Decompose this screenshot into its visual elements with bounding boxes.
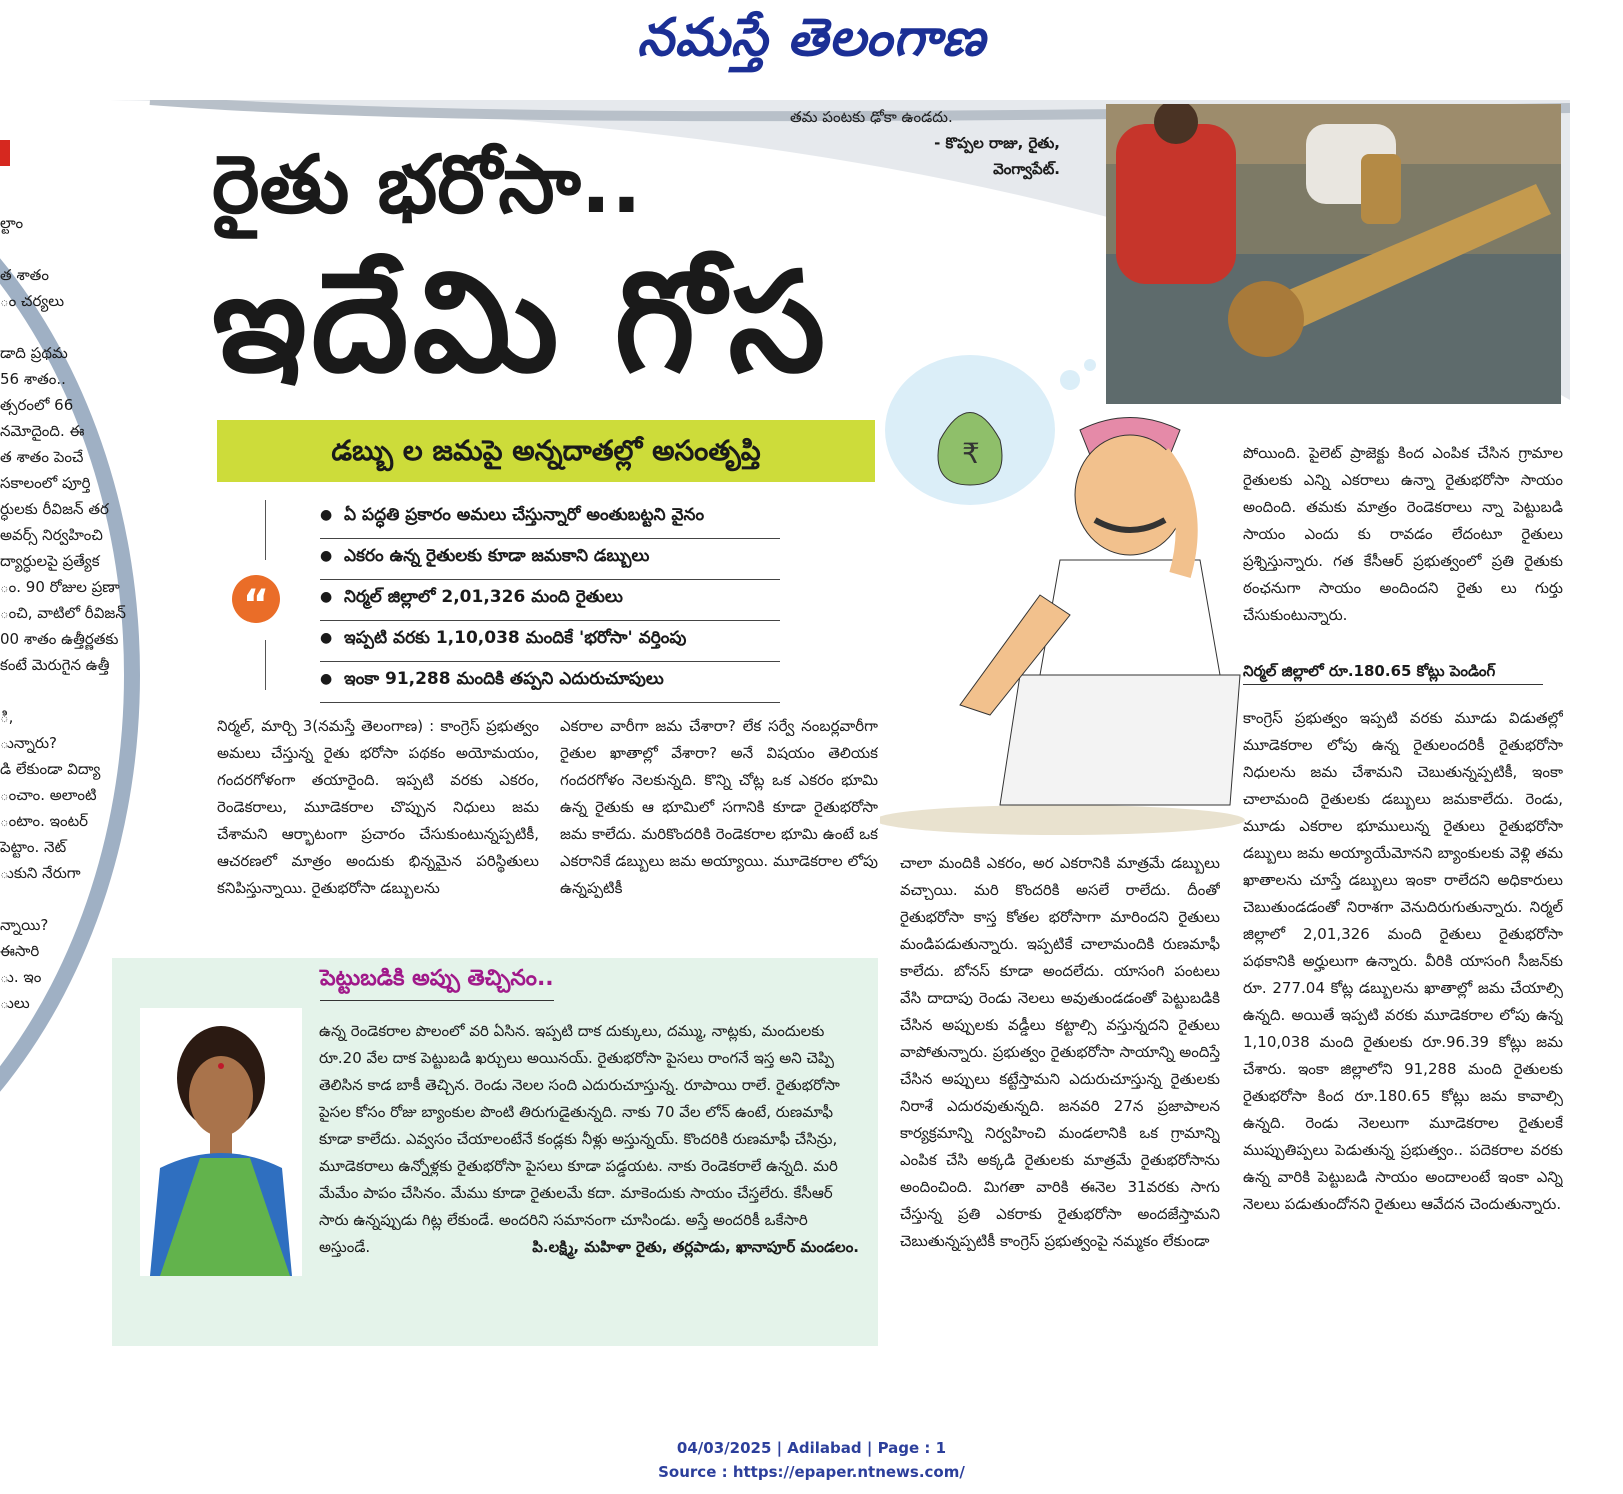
sidebar-line: డి లేకుండా విద్యా <box>0 760 101 778</box>
sidebar-line: త శాతం పెంచే <box>0 448 84 466</box>
sidebar-line: ం చర్యలు <box>0 292 65 310</box>
sidebar-line: కంటే మెరుగైన ఉత్తీ <box>0 656 110 674</box>
article-column-4-bottom: కాంగ్రెస్ ప్రభుత్వం ఇప్పటి వరకు మూడు విడుతల్లో మూడెకరాల లోపు ఉన్న రైతులందరికీ రైతుభరోసా నిధులను జమ చేశామని చెబుతున్నప్పటికీ, ఇంకా చాలామంది రైతులకు డబ్బులు జమకాలేదు. రెండు, మూడు ఎకరాల భూములున్న రైతులు రైతుభరోసా డబ్బులు జమ అయ్యాయేమోనని బ్యాంకులకు వెళ్లి తమ ఖాతాలను చూస్తే డబ్బులు ఇంకా రాలేదని అధికారులు చెబుతుండడంతో నిరాశగా వెనుదిరుగుతున్నారు. నిర్మల్ జిల్లాలో 2,01,326 మంది రైతులు రైతుభరోసా పథకానికి అర్హులుగా ఉన్నారు. వీరికి యాసంగి సీజన్‌కు రూ. 277.04 కోట్ల డబ్బులను ఖాతాల్లో జమ చేయాల్సి ఉన్నది. అయితే ఇప్పటి వరకు మూడెకరాల లోపు ఉన్న 1,10,038 మంది రైతులకు రూ.96.39 కోట్లు జమ చేశారు. ఇంకా జిల్లాలోని 91,288 మంది రైతులకు రైతుభరోసా కింద రూ.180.65 కోట్లు జమ కావాల్సి ఉన్నది. రెండు నెలలుగా మూడెకరాల రైతులకే ముప్పుతిప్పలు పెడుతున్న ప్రభుత్వం.. పదెకరాల వరకు ఉన్న వారికి పెట్టుబడి సాయం అందాలంటే ఇంకా ఎన్ని నెలలు పడుతుందోనని రైతులు ఆవేదన చెందుతున్నారు. <box>1243 709 1563 1213</box>
sidebar-line <box>0 678 150 704</box>
sidebar-line: న్నాయి? <box>0 916 49 934</box>
farmer-quote-signature: - కొప్పల రాజు, రైతు, <box>934 134 1060 152</box>
portrait-woman-farmer <box>140 1008 302 1276</box>
headline-line-1: రైతు భరోసా.. <box>212 138 642 231</box>
key-point: ● ఇప్పటి వరకు 1,10,038 మందికే 'భరోసా' వర్తింపు <box>320 621 780 662</box>
divider-line <box>265 640 266 690</box>
sidebar-line: పెట్టాం. నెట్ <box>0 838 67 856</box>
sidebar-line: 00 శాతం ఉత్తీర్ణతకు <box>0 630 119 648</box>
illustration-worried-farmer <box>880 345 1250 835</box>
sidebar-line: ల్టాం <box>0 214 24 232</box>
box-text-container <box>319 1018 859 1261</box>
sidebar-line: డాది ప్రథమ <box>0 344 68 362</box>
sidebar-line: సకాలంలో పూర్తి <box>0 474 91 492</box>
box-quote-text: ఉన్న రెండెకరాల పొలంలో వరి ఏసిన. ఇప్పటి దాక దుక్కులు, దమ్ము, నాట్లకు, మందులకు రూ.20 వేల దాక పెట్టుబడి ఖర్చులు అయినయ్. రైతుభరోసా పైసలు రాంగనే ఇస్త అని చెప్పి తెలిసిన కాడ బాకీ తెచ్చిన. రెండు నెలల సంది ఎదురుచూస్తున్న. రూపాయి రాలే. రైతుభరోసా పైసల కోసం రోజు బ్యాంకుల పొంటి తిరుగుడైతున్నది. నాకు 70 వేల లోన్ ఉంటే, రుణమాఫీ కూడా కాలేదు. ఎవ్వసం చేయాలంటేనే కండ్లకు నీళ్లు అస్తున్నయ్. కొందరికి రుణమాఫీ చేసిన్రు, మూడెకరాలు ఉన్నోళ్లకు రైతుభరోసా పైసలు కూడా పడ్డయట. నాకు రెండెకరాలే ఉన్నది. మరి మేమేం పాపం చేసినం. మేము కూడా రైతులమే కదా. మాకెందుకు సాయం చేస్తలేరు. కేసీఆర్ సారు ఉన్నప్పుడు గిట్ల లేకుండే. అందరిని సమానంగా చూసిండు. అస్తే అందరికీ ఒకేసారి అస్తుండే. <box>319 1022 840 1256</box>
svg-text:₹: ₹ <box>962 437 980 470</box>
sidebar-line: ి, <box>0 708 14 726</box>
key-point: ● ఇంకా 91,288 మందికి తప్పని ఎదురుచూపులు <box>320 662 780 703</box>
farmer-quote-place: వెంగ్వాపేట్. <box>993 160 1060 178</box>
article-column-4-top: పోయింది. పైలెట్ ప్రాజెక్టు కింద ఎంపిక చేసిన గ్రామాల రైతులకు ఎన్ని ఎకరాలు ఉన్నా రైతుభరోసా సాయం అందింది. తమకు మాత్రం రెండెకరాలు న్నా పెట్టుబడి సాయం ఎందు కు రావడం లేదంటూ రైతులు ప్రశ్నిస్తున్నారు. గత కేసీఆర్ ప్రభుత్వంలో ప్రతి రైతుకు ఠంఛనుగా సాయం అందిందని రైతు లు గుర్తు చేసుకుంటున్నారు. <box>1243 444 1563 624</box>
box-quote-signature: పి.లక్ష్మి, మహిళా రైతు, తర్లపాడు, ఖానాపూర్ మండలం. <box>532 1238 859 1256</box>
article-column-2: ఎకరాల వారీగా జమ చేశారా? లేక సర్వే నంబర్లవారీగా రైతుల ఖాతాల్లో వేశారా? అనే విషయం తెలియక గందరగోళం నెలకున్నది. కొన్ని చోట్ల ఒక ఎకరం భూమి ఉన్న రైతుకు ఆ భూమిలో సగానికి కూడా రైతుభరోసా జమ కాలేదు. మరికొందరికి రెండెకరాల భూమి ఉంటే ఒక ఎకరానికే డబ్బులు జమ అయ్యాయి. మూడెకరాల లోపు ఉన్నప్పటికీ <box>560 717 878 897</box>
red-tab <box>0 140 10 166</box>
sidebar-line: ుకుని నేరుగా <box>0 864 81 882</box>
headline-line-2: ఇదేమి గోస <box>212 242 830 403</box>
sidebar-line: అవర్స్ నిర్వహించి <box>0 526 103 544</box>
sidebar-line: ద్యార్ధులపై ప్రత్యేక <box>0 552 100 570</box>
woman-farmer-box <box>112 958 878 1346</box>
sidebar-line <box>0 236 150 262</box>
sidebar-line: 56 శాతం.. <box>0 370 66 388</box>
divider-line <box>265 500 266 560</box>
key-point: ● నిర్మల్ జిల్లాలో 2,01,326 మంది రైతులు <box>320 580 780 621</box>
key-points-list <box>320 498 780 703</box>
sidebar-line: త శాతం <box>0 266 49 284</box>
footer-source: Source : https://epaper.ntnews.com/ <box>658 1463 965 1481</box>
sidebar-line: ులు <box>0 994 30 1012</box>
key-point: ● ఎకరం ఉన్న రైతులకు కూడా జమకాని డబ్బులు <box>320 539 780 580</box>
farmer-quote <box>790 104 1060 182</box>
footer-date-edition: 04/03/2025 | Adilabad | Page : 1 <box>676 1439 947 1457</box>
sidebar-line: ు. ఇం <box>0 968 42 986</box>
article-column-3: చాలా మందికి ఎకరం, అర ఎకరానికి మాత్రమే డబ్బులు వచ్చాయి. మరి కొందరికి అసలే రాలేదు. దీంతో రైతుభరోసా కాస్త కోతల భరోసాగా మారిందని రైతులు మండిపడుతున్నారు. ఇప్పటికే చాలామందికి రుణమాఫీ కాలేదు. బోనస్ కూడా అందలేదు. యాసంగి పంటలు వేసి దాదాపు రెండు నెలలు అవుతుండడంతో పెట్టుబడికి చేసిన అప్పులకు వడ్డీలు కట్టాల్సి వస్తున్నదని రైతులు వాపోతున్నారు. ప్రభుత్వం రైతుభరోసా సాయాన్ని అందిస్తే చేసిన అప్పులు కట్టేస్తామని ఎదురుచూస్తున్న రైతులకు నిరాశే ఎదురవుతున్నది. జనవరి 27న ప్రజాపాలన కార్యక్రమాన్ని నిర్వహించి మండలానికి ఒక గ్రామాన్ని ఎంపిక చేసి అక్కడి రైతులకు మాత్రమే రైతుభరోసాను అందించింది. మిగతా వారికి ఈనెల 31వరకు సాగు చేస్తున్న ప్రతి ఎకరాకు రైతుభరోసా అందజేస్తామని చెబుతున్నప్పటికీ కాంగ్రెస్ ప్రభుత్వంపై నమ్మకం లేకుండా <box>900 854 1220 1250</box>
quote-icon: “ <box>232 575 280 623</box>
article-column-1: నిర్మల్, మార్చి 3(నమస్తే తెలంగాణ) : కాంగ్రెస్ ప్రభుత్వం అమలు చేస్తున్న రైతు భరోసా పథకం అయోమయం, గందరగోళంగా తయారైంది. ఇప్పటి వరకు ఎకరం, రెండెకరాలు, మూడెకరాల చొప్పున నిధులు జమ చేశామని ఆర్భాటంగా ప్రచారం చేసుకుంటున్నప్పటికీ, ఆచరణలో మాత్రం అందుకు భిన్నమైన పరిస్థితులు కనిపిస్తున్నాయి. రైతుభరోసా డబ్బులను <box>217 717 539 897</box>
sidebar-line: త్సరంలో 66 <box>0 396 74 414</box>
key-point: ● ఏ పద్ధతి ప్రకారం అమలు చేస్తున్నారో అంతుబట్టని వైనం <box>320 498 780 539</box>
section-subhead: నిర్మల్ జిల్లాలో రూ.180.65 కోట్లు పెండింగ్ <box>1243 662 1543 685</box>
sidebar-line: నమోదైంది. ఈ <box>0 422 85 440</box>
sidebar-line: ంచి, వాటిలో రీవిజన్ <box>0 604 126 622</box>
sidebar-line: ంచాం. అలాంటి <box>0 786 97 804</box>
headline-deck: డబ్బు ల జమపై అన్నదాతల్లో అసంతృప్తి <box>217 420 875 482</box>
sidebar-line <box>0 314 150 340</box>
farmer-quote-text: తమ పంటకు ఢోకా ఉండదు. <box>790 108 953 126</box>
sidebar-line: ర్ధులకు రీవిజన్ తర <box>0 500 109 518</box>
sidebar-line: ఈసారి <box>0 942 40 960</box>
page-footer <box>0 1436 1623 1484</box>
sidebar-line: ం. 90 రోజుల ప్రణా <box>0 578 120 596</box>
sidebar-line: ున్నారు? <box>0 734 57 752</box>
masthead-logo: నమస్తే తెలంగాణ <box>637 8 986 68</box>
sidebar-text <box>0 210 150 1016</box>
box-title: పెట్టుబడికి అప్పు తెచ్చినం.. <box>320 966 554 1001</box>
sidebar-line <box>0 886 150 912</box>
sidebar-line: ంటాం. ఇంటర్ <box>0 812 89 830</box>
